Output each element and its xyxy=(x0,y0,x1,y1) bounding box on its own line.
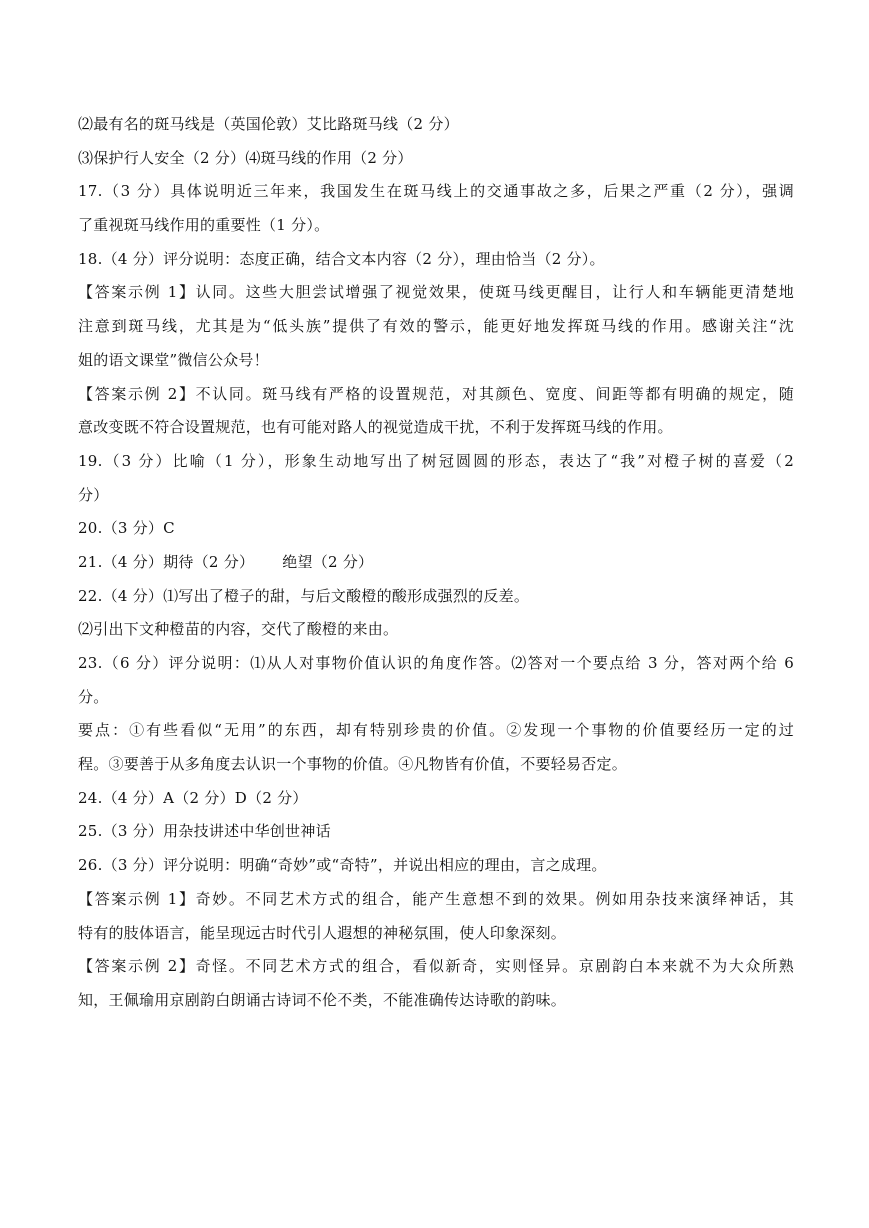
answer-23-points-line-1: 要点：①有些看似“无用”的东西，却有特别珍贵的价值。②发现一个事物的价值要经历一定的过 xyxy=(78,721,794,740)
answer-19-line-2: 分） xyxy=(78,485,109,504)
answer-25: 25.（3 分）用杂技讲述中华创世神话 xyxy=(78,822,331,841)
answer-20: 20.（3 分）C xyxy=(78,519,175,538)
answer-22-line-2: ⑵引出下文种橙苗的内容，交代了酸橙的来由。 xyxy=(78,620,399,639)
answer-23-line-1: 23.（6 分）评分说明：⑴从人对事物价值认识的角度作答。⑵答对一个要点给 3 分，答对两个给 6 xyxy=(78,654,794,672)
answer-23-points-line-2: 程。③要善于从多角度去认识一个事物的价值。④凡物皆有价值，不要轻易否定。 xyxy=(78,755,628,774)
answer-21 xyxy=(78,546,794,580)
answer-26-scoring: 26.（3 分）评分说明：明确“奇妙”或“奇特”，并说出相应的理由，言之成理。 xyxy=(78,856,607,875)
answer-17-line-1: 17.（3 分）具体说明近三年来，我国发生在斑马线上的交通事故之多，后果之严重（2 分），强调 xyxy=(78,182,794,201)
answer-key-text xyxy=(78,108,794,1018)
answer-19-line-1: 19.（3 分）比喻（1 分），形象生动地写出了树冠圆圆的形态，表达了“我”对橙子树的喜爱（2 xyxy=(78,451,794,470)
answer-18-scoring: 18.（4 分）评分说明：态度正确，结合文本内容（2 分），理由恰当（2 分）。 xyxy=(78,249,605,268)
answer-18-example-1-line-2: 注意到斑马线，尤其是为“低头族”提供了有效的警示，能更好地发挥斑马线的作用。感谢关注“沈 xyxy=(78,317,794,336)
answer-18-example-1-line-3: 姐的语文课堂”微信公众号！ xyxy=(78,350,269,369)
answer-18-example-2-line-1: 【答案示例 2】不认同。斑马线有严格的设置规范，对其颜色、宽度、间距等都有明确的规定，随 xyxy=(78,384,794,403)
answer-18-example-1-line-1: 【答案示例 1】认同。这些大胆尝试增强了视觉效果，使斑马线更醒目，让行人和车辆能更清楚地 xyxy=(78,283,794,302)
answer-22-line-1: 22.（4 分）⑴写出了橙子的甜，与后文酸橙的酸形成强烈的反差。 xyxy=(78,586,530,605)
answer-16-2: ⑵最有名的斑马线是（英国伦敦）艾比路斑马线（2 分） xyxy=(78,115,459,133)
answer-24: 24.（4 分）A（2 分）D（2 分） xyxy=(78,788,308,807)
answer-18-example-2-line-2: 意改变既不符合设置规范，也有可能对路人的视觉造成干扰，不利于发挥斑马线的作用。 xyxy=(78,418,673,437)
answer-26-example-2-line-1: 【答案示例 2】奇怪。不同艺术方式的组合，看似新奇，实则怪异。京剧韵白本来就不为大众所熟 xyxy=(78,957,794,976)
answer-16-3-4: ⑶保护行人安全（2 分）⑷斑马线的作用（2 分） xyxy=(78,148,413,167)
answer-21-part-1: 21.（4 分）期待（2 分） xyxy=(78,552,255,571)
answer-26-example-1-line-2: 特有的肢体语言，能呈现远古时代引人遐想的神秘氛围，使人印象深刻。 xyxy=(78,923,567,942)
answer-26-example-2-line-2: 知，王佩瑜用京剧韵白朗诵古诗词不伦不类，不能准确传达诗歌的韵味。 xyxy=(78,990,567,1009)
answer-26-example-1-line-1: 【答案示例 1】奇妙。不同艺术方式的组合，能产生意想不到的效果。例如用杂技来演绎神话，其 xyxy=(78,889,794,908)
answer-23-line-2: 分。 xyxy=(78,687,109,706)
answer-17-line-2: 了重视斑马线作用的重要性（1 分）。 xyxy=(78,216,330,235)
answer-21-part-2: 绝望（2 分） xyxy=(282,552,374,571)
